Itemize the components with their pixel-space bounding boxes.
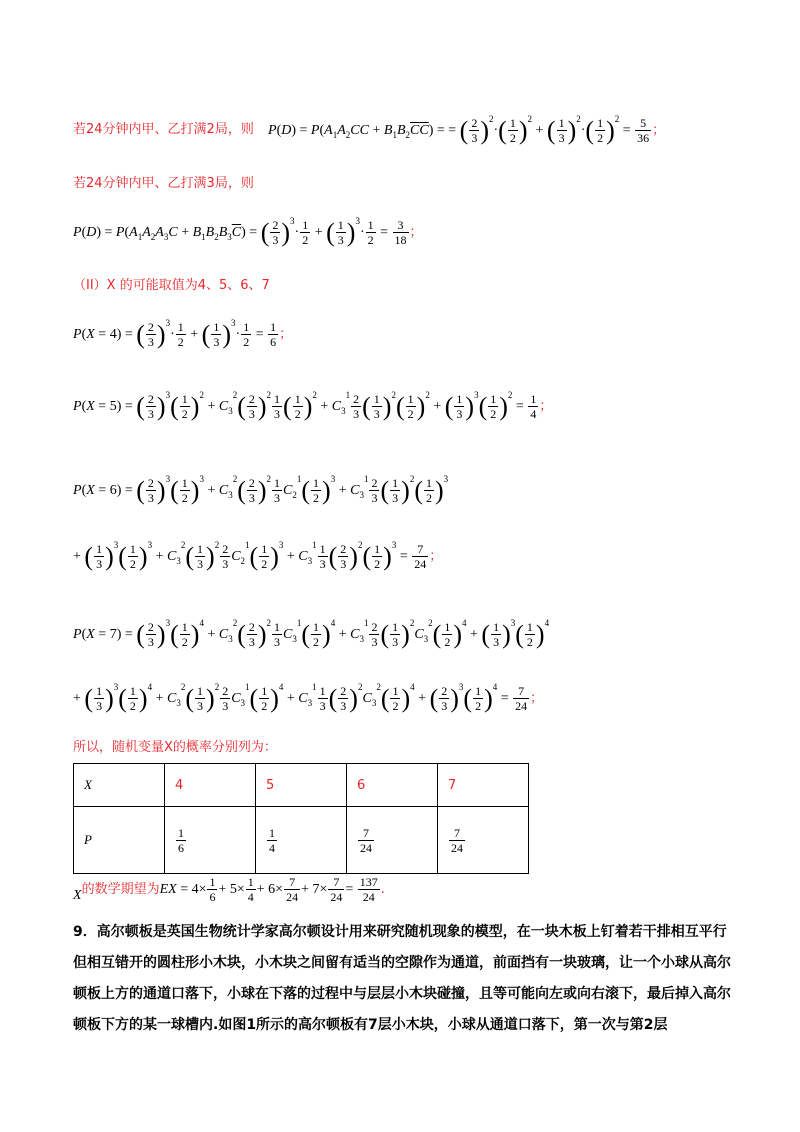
problem-9-text: 9．高尔顿板是英国生物统计学家高尔顿设计用来研究随机现象的模型，在一块木板上钉着若干排相互平行但相互错开的圆柱形小木块，小木块之间留有适当的空隙作为通道，前面挡有一块玻璃，让一个小球从高尔顿板上方的通道口落下，小球在下落的过程中与层层小木块碰撞，且等可能向左或向右滚下，最后掉入高尔顿板下方的某一球槽内.如图1所示的高尔顿板有7层小木块，小球从通道口落下，第一次与第2层	[73, 924, 731, 1033]
case3-tail: ；	[409, 225, 423, 240]
p7-formula-line1: P(X = 7) = ( $\frac{2}{3}$ )$^3$( $\frac{1}{2}$ )$^4 + C_3^2$( $\frac{2}{3}$ )$^2$ $\frac{1}{3}$ $C_3^1$( $\frac{1}{2}$ )$^4 + C_3^1$ $\frac{2}{3}$ ( $\frac{1}{3}$ )$^2C_3^2$( $\frac{1}{2}$ )$^4$ + ( $\frac{1}{3}$ )$^3$( $\frac{1}{2}$ )$^4$	[73, 618, 550, 650]
case3-prefix: 若24分钟内甲、乙打满3局，则	[73, 176, 254, 191]
case3-formula: $P(D) = P(A_1A_2A_3C + B_1B_2B_3\overline{C})$ = ( $\frac{2}{3}$ )$^3$· $\frac{1}{2}$ + ( $\frac{1}{3}$ )$^3$· $\frac{1}{2}$ = $\frac{3}{18}$ ；	[73, 216, 423, 248]
p7-tail: ；	[530, 691, 544, 706]
prob-cell: $\frac{7}{24}$	[347, 807, 438, 874]
case2-prefix: 若24分钟内甲、乙打满2局，则	[73, 122, 254, 137]
p4-formula: P(X = 4) = ( $\frac{2}{3}$ )$^3$· $\frac{1}{2}$ + ( $\frac{1}{3}$ )$^3$· $\frac{1}{2}$ = $\frac{1}{6}$ ；	[73, 318, 293, 350]
prob-cell: $\frac{1}{4}$	[256, 807, 347, 874]
value-cell: 6	[347, 764, 438, 807]
case2-formula: $P(D) = P(A_1A_2CC + B_1B_2\overline{C}\overline{C})$ = = ( $\frac{2}{3}$ )$^2$·( $\frac{1}{2}$ )$^2$ + ( $\frac{1}{3}$ )$^2$·( $\frac{1}{2}$ )$^2$ = $\frac{5}{36}$ ；	[268, 114, 666, 146]
expectation-formula: EX = 4× $\frac{1}{6}$ + 5× $\frac{1}{4}$ + 6× $\frac{7}{24}$ + 7× $\frac{7}{24}$ = $\frac{137}{24}$	[159, 875, 378, 905]
case3-line	[73, 172, 254, 191]
distribution-table	[73, 763, 529, 874]
row-label-x: X	[74, 764, 165, 807]
prob-cell: $\frac{1}{6}$	[165, 807, 256, 874]
value-cell: 7	[438, 764, 529, 807]
expectation-line: X的数学期望为EX = 4× $\frac{1}{6}$ + 5× $\frac{1}{4}$ + 6× $\frac{7}{24}$ + 7× $\frac{7}{24}$ = $\frac{137}{24}$ .	[73, 875, 385, 905]
expectation-variable: X	[73, 888, 82, 903]
p6-formula-line2: + ( $\frac{1}{3}$ )$^3$( $\frac{1}{2}$ )$^3 + C_3^2$( $\frac{1}{3}$ )$^2$ $\frac{2}{3}$ $C_2^1$( $\frac{1}{2}$ )$^3 + C_3^1$ $\frac{1}{3}$ ( $\frac{2}{3}$ )$^2$( $\frac{1}{2}$ )$^3$ = $\frac{7}{24}$ ；	[73, 540, 443, 572]
p7-formula-line2: + ( $\frac{1}{3}$ )$^3$( $\frac{1}{2}$ )$^4 + C_3^2$( $\frac{1}{3}$ )$^2$ $\frac{2}{3}$ $C_3^1$( $\frac{1}{2}$ )$^4 + C_3^1$ $\frac{1}{3}$ ( $\frac{2}{3}$ )$^2C_3^2$( $\frac{1}{2}$ )$^4$ + ( $\frac{2}{3}$ )$^3$( $\frac{1}{2}$ )$^4$ = $\frac{7}{24}$ ；	[73, 682, 544, 714]
table-row-values	[74, 764, 529, 807]
p5-tail: ；	[539, 399, 553, 414]
p6-formula-line1: P(X = 6) = ( $\frac{2}{3}$ )$^3$( $\frac{1}{2}$ )$^3 + C_3^2$( $\frac{2}{3}$ )$^2$ $\frac{1}{3}$ $C_2^1$( $\frac{1}{2}$ )$^3 + C_3^1$ $\frac{2}{3}$ ( $\frac{1}{3}$ )$^2$( $\frac{1}{2}$ )$^3$	[73, 474, 449, 506]
table-row-probs	[74, 807, 529, 874]
value-cell: 5	[256, 764, 347, 807]
p4-tail: ；	[279, 327, 293, 342]
expectation-prefix: 的数学期望为	[81, 882, 160, 897]
distribution-intro: 所以，随机变量X的概率分别列为：	[73, 740, 277, 755]
case2-line	[73, 118, 254, 137]
p6-tail: ；	[429, 549, 443, 564]
part2-heading: （II）X 的可能取值为4、5、6、7	[73, 278, 270, 293]
p5-formula: P(X = 5) = ( $\frac{2}{3}$ )$^3$( $\frac{1}{2}$ )$^2 + C_3^2$( $\frac{2}{3}$ )$^2$ $\frac{1}{3}$ ( $\frac{1}{2}$ )$^2 + C_3^1$ $\frac{2}{3}$ ( $\frac{1}{3}$ )$^2$( $\frac{1}{2}$ )$^2$ + ( $\frac{1}{3}$ )$^3$( $\frac{1}{2}$ )$^2$ = $\frac{1}{4}$ ；	[73, 390, 553, 422]
prob-cell: $\frac{7}{24}$	[438, 807, 529, 874]
case2-tail: ；	[652, 123, 666, 138]
value-cell: 4	[165, 764, 256, 807]
row-label-p: P	[74, 807, 165, 874]
